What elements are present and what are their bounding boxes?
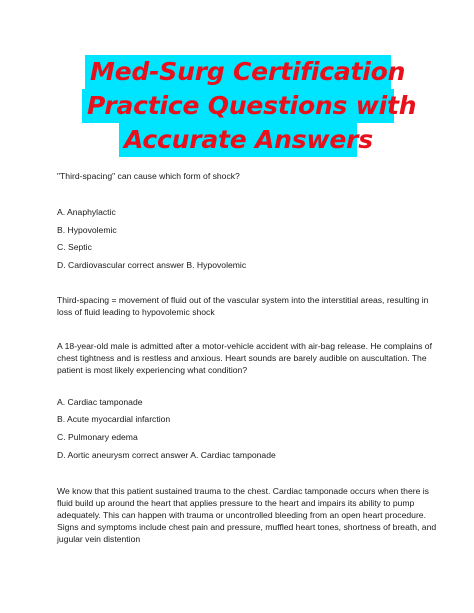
question-1-option-c: C. Septic (57, 242, 92, 252)
document-title (82, 55, 417, 157)
title-line-2: Practice Questions with (82, 89, 394, 123)
question-2-option-a: A. Cardiac tamponade (57, 397, 143, 407)
question-2-text: A 18-year-old male is admitted after a motor-vehicle accident with air-bag release. He complains of chest tightness and is restless and anxious. Heart sounds are barely audible on auscultation. The patient is most likely experiencing what condition? (57, 341, 432, 375)
question-2-option-b: B. Acute myocardial infarction (57, 414, 171, 424)
question-2-explanation: We know that this patient sustained trauma to the chest. Cardiac tamponade occurs when there is fluid build up around the heart that applies pressure to the heart and impairs its ability to pump adequately. This can happen with trauma or uncontrolled bleeding from an open heart procedure. Signs and symptoms include chest pain and pressure, muffled heart tones, shortness of breath, and jugular vein distention (57, 486, 437, 544)
question-1-option-a: A. Anaphylactic (57, 207, 116, 217)
question-1-explanation: Third-spacing = movement of fluid out of the vascular system into the interstitial areas, resulting in loss of fluid leading to hypovolemic shock (57, 295, 429, 317)
question-2-option-d-answer: D. Aortic aneurysm correct answer A. Cardiac tamponade (57, 450, 276, 460)
question-1-option-b: B. Hypovolemic (57, 225, 117, 235)
title-line-3: Accurate Answers (119, 123, 357, 157)
title-line-1: Med-Surg Certification (85, 55, 391, 89)
question-1-text: "Third-spacing" can cause which form of shock? (57, 171, 240, 181)
question-2-option-c: C. Pulmonary edema (57, 432, 138, 442)
question-1-option-d-answer: D. Cardiovascular correct answer B. Hypovolemic (57, 260, 247, 270)
